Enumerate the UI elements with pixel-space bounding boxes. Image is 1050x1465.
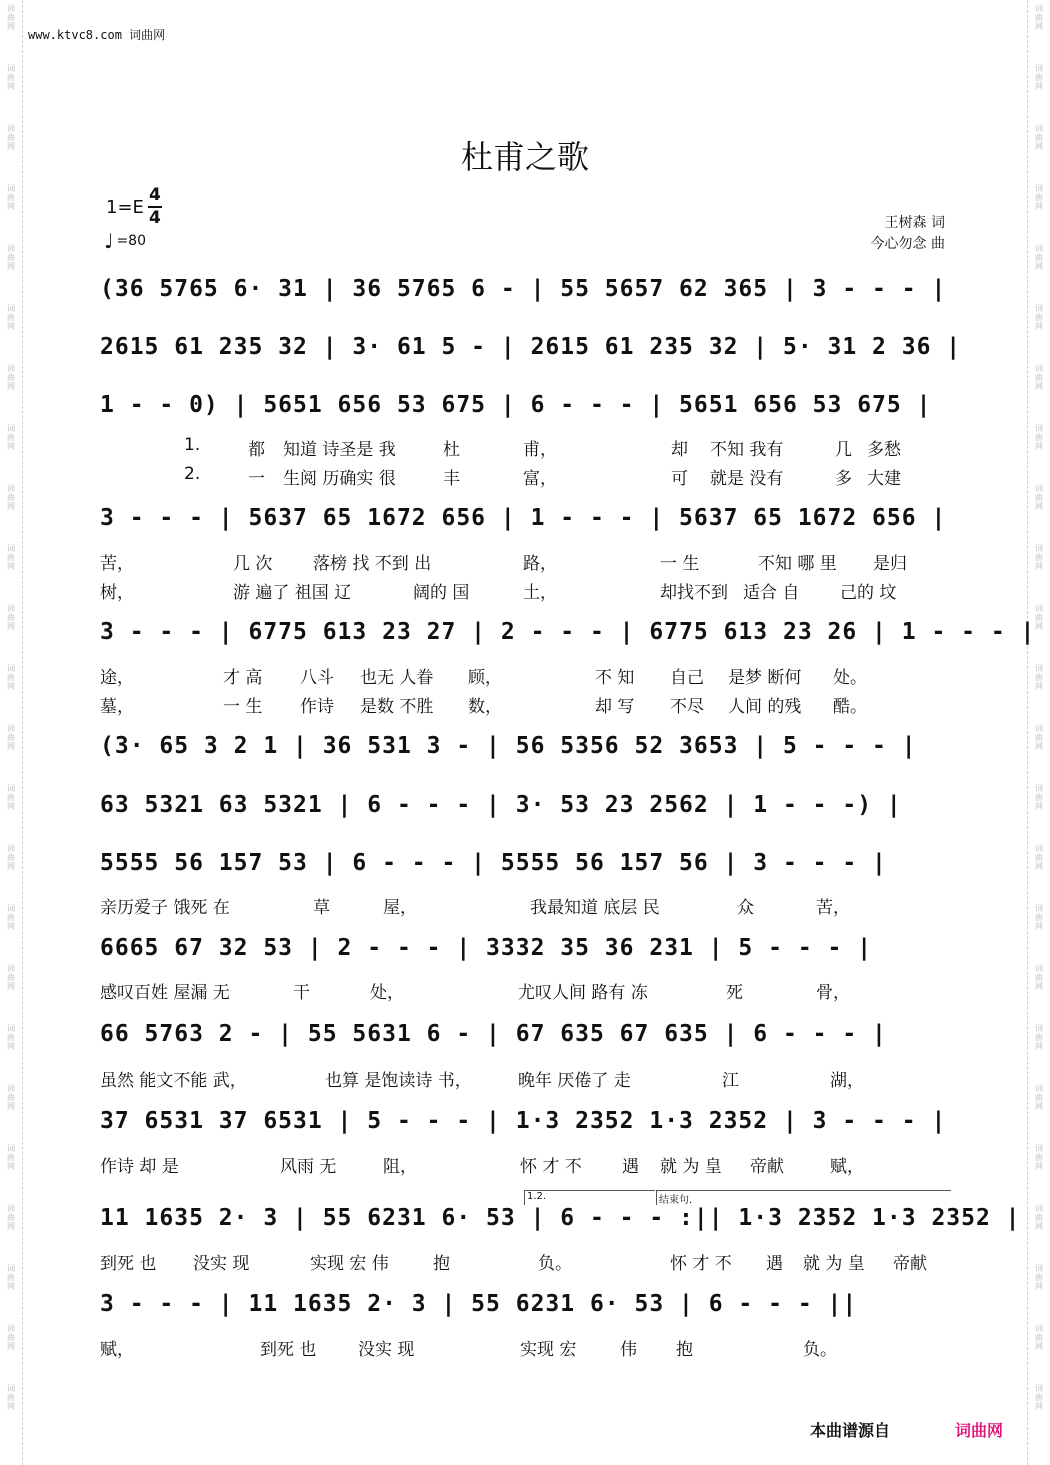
lyric-syllable: 大建 [867,469,901,489]
lyric-syllable: 多愁 [867,440,901,460]
lyric-syllable: 却 [671,440,688,460]
lyric-syllable: 亲历爱子 饿死 在 [100,898,230,918]
watermark-text: 词 曲 网 [7,304,15,331]
watermark-text: 词 曲 网 [1035,1084,1043,1111]
lyric-syllable: 遇 [622,1157,639,1177]
lyric-syllable: 就 为 皇 [803,1254,865,1274]
lyric-syllable: 江 [722,1071,739,1091]
lyric-syllable: 作诗 却 是 [100,1157,179,1177]
lyric-syllable: 骨， [816,983,850,1003]
lyric-syllable: 一 [248,469,265,489]
right-watermark-strip [1027,0,1050,1465]
lyric-syllable: 伟 [620,1340,637,1360]
lyric-syllable: 到死 也 [260,1340,317,1360]
lyric-syllable: 就是 没有 [710,469,784,489]
lyric-syllable: 没实 现 [358,1340,415,1360]
lyric-syllable: 墓， [100,697,134,717]
lyric-syllable: 湖， [830,1071,864,1091]
lyric-syllable: 众 [737,898,754,918]
lyric-syllable: 人间 的残 [728,697,802,717]
lyric-syllable: 屋， [383,898,417,918]
watermark-text: 词 曲 网 [1035,844,1043,871]
lyric-syllable: 也无 人眷 [360,668,434,688]
lyric-syllable: 可 [671,469,688,489]
notation-row: (36 5765 6· 31 | 36 5765 6 - | 55 5657 62 365 | 3 - - - | [100,276,947,302]
lyric-syllable: 抱 [433,1254,450,1274]
watermark-text: 词 曲 网 [7,124,15,151]
watermark-text: 词 曲 网 [1035,544,1043,571]
lyric-syllable: 就 为 皇 [660,1157,722,1177]
time-top: 4 [149,185,161,205]
watermark-text: 词 曲 网 [1035,4,1043,31]
lyric-syllable: 是数 不胜 [360,697,434,717]
lyric-syllable: 不尽 [670,697,704,717]
lyric-syllable: 却找不到 [660,583,728,603]
lyric-syllable: 赋， [830,1157,864,1177]
notation-row: 63 5321 63 5321 | 6 - - - | 3· 53 23 2562 | 1 - - -) | [100,792,902,818]
lyric-syllable: 是归 [873,554,907,574]
watermark-text: 词 曲 网 [1035,304,1043,331]
watermark-text: 词 曲 网 [7,484,15,511]
watermark-text: 词 曲 网 [1035,1204,1043,1231]
lyric-syllable: 土， [523,583,557,603]
lyric-syllable: 作诗 [300,697,334,717]
lyric-syllable: 自己 [670,668,704,688]
watermark-text: 词 曲 网 [1035,184,1043,211]
footer-brand-link[interactable]: 词曲网 [955,1421,1004,1440]
lyric-syllable: 都 [248,440,265,460]
watermark-text: 词 曲 网 [7,184,15,211]
watermark-text: 词 曲 网 [1035,64,1043,91]
lyric-syllable: 一 生 [223,697,263,717]
lyric-syllable: 八斗 [300,668,334,688]
watermark-text: 词 曲 网 [7,724,15,751]
notation-row: 6665 67 32 53 | 2 - - - | 3332 35 36 231 | 5 - - - | [100,935,873,961]
watermark-text: 词 曲 网 [1035,124,1043,151]
watermark-text: 词 曲 网 [1035,724,1043,751]
lyric-syllable: 怀 才 不 [520,1157,582,1177]
lyric-syllable: 苦， [100,554,134,574]
watermark-text: 词 曲 网 [1035,484,1043,511]
lyric-syllable: 途， [100,668,134,688]
notation-row: 3 - - - | 5637 65 1672 656 | 1 - - - | 5637 65 1672 656 | [100,505,947,531]
composer: 今心勿念 曲 [870,236,945,252]
lyric-syllable: 却 写 [595,697,635,717]
lyric-syllable: 尤叹人间 路有 冻 [518,983,648,1003]
quarter-note-icon: ♩ [104,229,114,253]
notation-row: 5555 56 157 53 | 6 - - - | 5555 56 157 56 | 3 - - - | [100,850,887,876]
watermark-text: 词 曲 网 [7,544,15,571]
lyric-syllable: 感叹百姓 屋漏 无 [100,983,230,1003]
lyric-syllable: 实现 宏 伟 [310,1254,389,1274]
watermark-text: 词 曲 网 [7,844,15,871]
tempo-mark [104,231,146,251]
key-label: 1=E [106,196,144,218]
notation-row: (3· 65 3 2 1 | 36 531 3 - | 56 5356 52 3653 | 5 - - - | [100,733,917,759]
lyric-syllable: 一 生 [660,554,700,574]
lyric-syllable: 我最知道 底层 民 [530,898,660,918]
notation-row: 1 - - 0) | 5651 656 53 675 | 6 - - - | 5651 656 53 675 | [100,392,932,418]
watermark-text: 词 曲 网 [1035,604,1043,631]
watermark-text: 词 曲 网 [7,4,15,31]
watermark-text: 词 曲 网 [7,244,15,271]
lyric-syllable: 甫， [523,440,557,460]
page-title: 杜甫之歌 [460,138,589,176]
lyric-syllable: 几 次 [233,554,273,574]
lyric-syllable: 虽然 能文不能 武， [100,1071,247,1091]
watermark-text: 词 曲 网 [7,964,15,991]
watermark-text: 词 曲 网 [7,784,15,811]
lyric-syllable: 酷。 [833,697,867,717]
lyricist: 王树森 词 [884,215,945,231]
site-url[interactable]: www.ktvc8.com 词曲网 [28,28,166,42]
lyric-syllable: 阻， [383,1157,417,1177]
lyric-syllable: 2. [184,464,201,484]
volta-bracket-ending: 结束句. [656,1190,951,1205]
watermark-text: 词 曲 网 [7,1084,15,1111]
watermark-text: 词 曲 网 [7,1144,15,1171]
lyric-syllable: 丰 [443,469,460,489]
tempo-value: =80 [116,233,146,249]
lyric-syllable: 苦， [816,898,850,918]
watermark-text: 词 曲 网 [1035,1324,1043,1351]
watermark-text: 词 曲 网 [1035,904,1043,931]
key-signature [106,186,162,228]
watermark-text: 词 曲 网 [1035,784,1043,811]
lyric-syllable: 多 [835,469,852,489]
watermark-text: 词 曲 网 [1035,1024,1043,1051]
lyric-syllable: 知道 诗圣是 我 [283,440,396,460]
watermark-text: 词 曲 网 [7,1324,15,1351]
lyric-syllable: 帝献 [893,1254,927,1274]
lyric-syllable: 不知 我有 [710,440,784,460]
watermark-text: 词 曲 网 [1035,364,1043,391]
lyric-syllable: 富， [523,469,557,489]
credits [871,213,945,255]
watermark-text: 词 曲 网 [1035,1384,1043,1411]
lyric-syllable: 己的 坟 [840,583,897,603]
lyric-syllable: 干 [293,983,310,1003]
lyric-syllable: 赋， [100,1340,134,1360]
lyric-syllable: 适合 自 [743,583,800,603]
lyric-syllable: 落榜 找 不到 出 [313,554,432,574]
lyric-syllable: 也算 是饱读诗 书， [325,1071,472,1091]
lyric-syllable: 到死 也 [100,1254,157,1274]
lyric-syllable: 风雨 无 [280,1157,337,1177]
lyric-syllable: 树， [100,583,134,603]
notation-row: 37 6531 37 6531 | 5 - - - | 1·3 2352 1·3 2352 | 3 - - - | [100,1108,947,1134]
notation-row: 11 1635 2· 3 | 55 6231 6· 53 | 6 - - - :|| 1·3 2352 1·3 2352 | [100,1205,1021,1231]
lyric-syllable: 不知 哪 里 [758,554,837,574]
lyric-syllable: 几 [835,440,852,460]
watermark-text: 词 曲 网 [1035,1144,1043,1171]
lyric-syllable: 顾， [468,668,502,688]
lyric-syllable: 路， [523,554,557,574]
watermark-text: 词 曲 网 [1035,664,1043,691]
lyric-syllable: 怀 才 不 [670,1254,732,1274]
lyric-syllable: 没实 现 [193,1254,250,1274]
lyric-syllable: 抱 [676,1340,693,1360]
watermark-text: 词 曲 网 [1035,424,1043,451]
notation-row: 3 - - - | 6775 613 23 27 | 2 - - - | 6775 613 23 26 | 1 - - - | [100,619,1036,645]
lyric-syllable: 杜 [443,440,460,460]
lyric-syllable: 游 遍了 祖国 辽 [233,583,352,603]
time-bottom: 4 [149,208,161,228]
watermark-text: 词 曲 网 [1035,964,1043,991]
watermark-text: 词 曲 网 [1035,244,1043,271]
lyric-syllable: 才 高 [223,668,263,688]
lyric-syllable: 实现 宏 [520,1340,577,1360]
watermark-text: 词 曲 网 [1035,1264,1043,1291]
notation-row: 3 - - - | 11 1635 2· 3 | 55 6231 6· 53 | 6 - - - || [100,1291,858,1317]
watermark-text: 词 曲 网 [7,664,15,691]
lyric-syllable: 处， [370,983,404,1003]
left-watermark-strip [0,0,23,1465]
volta-bracket-1: 1.2. [524,1190,655,1205]
lyric-syllable: 草 [313,898,330,918]
lyric-syllable: 阔的 国 [413,583,470,603]
watermark-text: 词 曲 网 [7,1264,15,1291]
lyric-syllable: 处。 [833,668,867,688]
lyric-syllable: 数， [468,697,502,717]
lyric-syllable: 1. [184,435,201,455]
watermark-text: 词 曲 网 [7,1024,15,1051]
lyric-syllable: 死 [726,983,743,1003]
time-signature [148,186,162,228]
footer-source-label: 本曲谱源自 [810,1421,891,1440]
watermark-text: 词 曲 网 [7,1204,15,1231]
lyric-syllable: 是梦 断何 [728,668,802,688]
watermark-text: 词 曲 网 [7,424,15,451]
lyric-syllable: 生阅 历确实 很 [283,469,396,489]
notation-row: 66 5763 2 - | 55 5631 6 - | 67 635 67 635 | 6 - - - | [100,1021,887,1047]
lyric-syllable: 帝献 [750,1157,784,1177]
notation-row: 2615 61 235 32 | 3· 61 5 - | 2615 61 235 32 | 5· 31 2 36 | [100,334,962,360]
watermark-text: 词 曲 网 [7,1384,15,1411]
watermark-text: 词 曲 网 [7,904,15,931]
lyric-syllable: 遇 [766,1254,783,1274]
watermark-text: 词 曲 网 [7,604,15,631]
watermark-text: 词 曲 网 [7,64,15,91]
lyric-syllable: 负。 [803,1340,837,1360]
watermark-text: 词 曲 网 [7,364,15,391]
lyric-syllable: 晚年 厌倦了 走 [518,1071,631,1091]
lyric-syllable: 负。 [538,1254,572,1274]
lyric-syllable: 不 知 [595,668,635,688]
